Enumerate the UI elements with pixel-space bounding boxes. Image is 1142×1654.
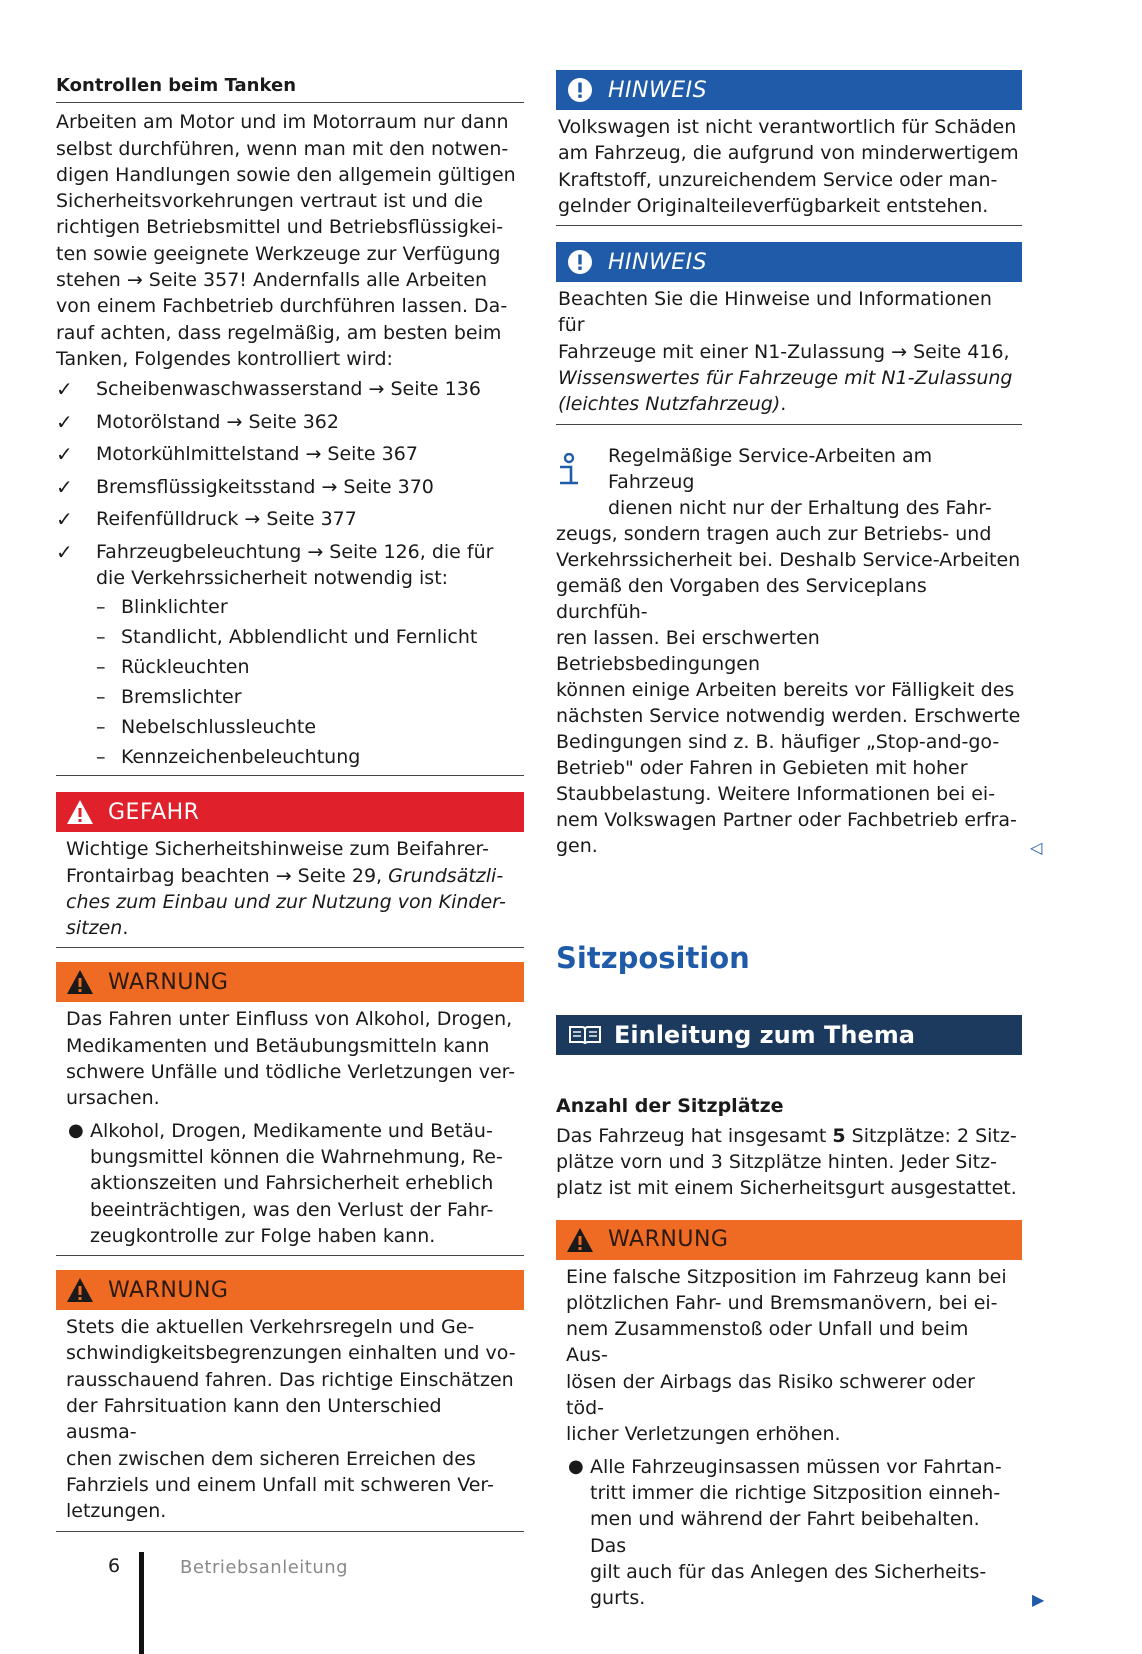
einleitung-header [556,1015,1022,1055]
warnung-label: WARNUNG [608,1227,729,1253]
hinweis-box-n1 [556,242,1022,424]
hinweis-header [556,70,1022,110]
intro-paragraph: Arbeiten am Motor und im Motorraum nur dann selbst durchführen, wenn man mit den notwen- digen Handlungen sowie den allgemein gültigen Sicherheitsvorkehrungen vertraut ist und die richtigen Betriebsmittel und Betriebsflüssigkei- ten sowie geeignete Werkzeuge zur Verfügung stehen → Seite 357! Andernfalls alle Arbeiten von einem Fachbetrieb durchführen lassen. Da- rauf achten, dass regelmäßig, am besten beim Tanken, Folgendes kontrolliert wird: [56,111,516,370]
warnung-text: Eine falsche Sitzposition im Fahrzeug kann bei plötzlichen Fahr- und Bremsmanövern, bei ei- nem Zusammenstoß oder Unfall und beim Aus- lösen der Airbags das Risiko schwerer oder töd- licher Verletzungen erhöhen. [566,1265,1007,1446]
check-icon: ✓ [56,409,73,434]
sub-title: Anzahl der Sitzplätze [556,1094,784,1117]
list-item: ✓ Motorkühlmittelstand → Seite 367 [56,442,418,467]
list-item: – Rückleuchten [96,655,250,678]
list-item: – Bremslichter [96,685,242,708]
left-column [56,74,524,1532]
list-item: ✓ Scheibenwaschwasserstand → Seite 136 [56,377,481,402]
hinweis-label: HINWEIS [608,249,708,275]
list-item: – Blinklichter [96,595,228,618]
info-block [556,439,1043,859]
warnung-text: Stets die aktuellen Verkehrsregeln und Ge- schwindigkeitsbegrenzungen einhalten und vo- rausschauend fahren. Das richtige Einschätzen der Fahrsituation kann den Unterschied ausma- chen zwischen dem sicheren Erreichen des Fahrziels und einem Unfall mit schweren Ver- letzungen. [66,1316,516,1523]
hinweis-label: HINWEIS [608,77,708,103]
warning-triangle-icon [66,968,94,996]
exclamation-circle-icon [566,76,594,104]
end-marker-icon: ◁ [1030,837,1043,857]
right-column [556,70,1045,1617]
warning-triangle-icon [66,1276,94,1304]
gefahr-header [56,792,524,832]
einleitung-label: Einleitung zum Thema [614,1020,915,1049]
warnung-box-traffic [56,1270,524,1531]
anzahl-section [556,1095,1022,1202]
warnung-box-seat [556,1220,1045,1618]
hinweis-text: Volkswagen ist nicht verantwortlich für Schäden am Fahrzeug, die aufgrund von minderwertigem Kraftstoff, unzureichendem Service oder man- gelnder Originalteileverfügbarkeit entstehen. [558,116,1019,217]
warning-triangle-icon [566,1226,594,1254]
bullet-icon: ● [568,1455,584,1477]
check-list [56,376,524,769]
gefahr-text: Wichtige Sicherheitshinweise zum Beifahrer- Frontairbag beachten → Seite 29, Grundsätzli- ches zum Einbau und zur Nutzung von Kinder- sitzen. [66,838,506,940]
check-icon: ✓ [56,507,73,532]
list-item: ✓ Reifenfülldruck → Seite 377 [56,507,357,532]
hinweis-text: Beachten Sie die Hinweise und Informationen für Fahrzeuge mit einer N1-Zulassung → Seite 416, Wissenswertes für Fahrzeuge mit N1-Zulassung (leichtes Nutzfahrzeug). [558,288,1013,416]
warning-triangle-icon [66,798,94,826]
warnung-header [56,1270,524,1310]
hinweis-header [556,242,1022,282]
footer [108,1555,508,1585]
open-book-icon [568,1023,602,1047]
page-title: Sitzposition [556,940,750,975]
warnung-text: Das Fahren unter Einfluss von Alkohol, Drogen, Medikamenten und Betäubungsmitteln kann schwere Unfälle und tödliche Verletzungen ver- ursachen. [66,1008,516,1110]
list-item: ✓ Fahrzeugbeleuchtung → Seite 126, die für die Verkehrssicherheit notwendig ist: – Blinklichter – Standlicht, Abblendlicht und Fernlicht – Rückleuchten – Bremslichter – Nebelschlussleuchte – Kennzeichenbeleuchtung [56,539,524,769]
exclamation-circle-icon [566,248,594,276]
warnung-box-alcohol [56,962,524,1256]
lights-list [96,595,524,769]
list-item: ✓ Motorölstand → Seite 362 [56,409,339,434]
section-title: Kontrollen beim Tanken [56,74,524,103]
continue-arrow-icon: ▶ [1032,1590,1045,1610]
check-icon: ✓ [56,474,73,499]
check-icon: ✓ [56,539,73,564]
gefahr-box [56,792,524,948]
warnung-header [56,962,524,1002]
warnung-label: WARNUNG [108,1277,229,1303]
page-number: 6 [108,1555,121,1577]
list-item: – Nebelschlussleuchte [96,715,317,738]
anzahl-text: Das Fahrzeug hat insgesamt 5 Sitzplätze: 2 Sitz- plätze vorn und 3 Sitzplätze hinten. Jeder Sitz- platz ist mit einem Sicherheitsgurt ausgestattet. [556,1124,1017,1200]
gefahr-label: GEFAHR [108,799,200,825]
warnung-bullets [66,1118,516,1249]
bullet-icon: ● [68,1119,84,1141]
warnung-bullets [566,1454,1014,1612]
list-item: – Standlicht, Abblendlicht und Fernlicht [96,625,478,648]
list-item: – Kennzeichenbeleuchtung [96,745,361,768]
list-item: ✓ Bremsflüssigkeitsstand → Seite 370 [56,474,434,499]
footer-title: Betriebsanleitung [180,1557,349,1578]
list-item: ● Alle Fahrzeuginsassen müssen vor Fahrtan- tritt immer die richtige Sitzposition einneh- men und während der Fahrt beibehalten. Das gilt auch für das Anlegen des Sicherheits- gurts. [568,1455,1002,1610]
warnung-header [556,1220,1022,1260]
hinweis-box-fuel [556,70,1022,226]
warnung-label: WARNUNG [108,969,229,995]
list-item: ● Alkohol, Drogen, Medikamente und Betäu- bungsmittel können die Wahrnehmung, Re- aktionszeiten und Fahrsicherheit erheblich beeinträchtigen, was den Verlust der Fahr- zeugkontrolle zur Folge haben kann. [68,1119,503,1247]
check-icon: ✓ [56,377,73,402]
check-icon: ✓ [56,442,73,467]
info-text: Regelmäßige Service-Arbeiten am Fahrzeug dienen nicht nur der Erhaltung des Fahr- zeugs, sondern tragen auch zur Betriebs- und Verkehrssicherheit bei. Deshalb Service-Arbeiten gemäß den Vorgaben des Serviceplans durchfüh- ren lassen. Bei erschwerten Betriebsbedingungen können einige Arbeiten bereits vor Fälligkeit des nächsten Service notwendig werden. Erschwerte Bedingungen sind z. B. häufiger „Stop-and-go- Betrieb" oder Fahren in Gebieten mit hoher Staubbelastung. Weitere Informationen bei ei- nem Volkswagen Partner oder Fachbetrieb erfra- gen. [556,444,1021,857]
section-divider [56,775,524,776]
info-icon [556,453,582,489]
